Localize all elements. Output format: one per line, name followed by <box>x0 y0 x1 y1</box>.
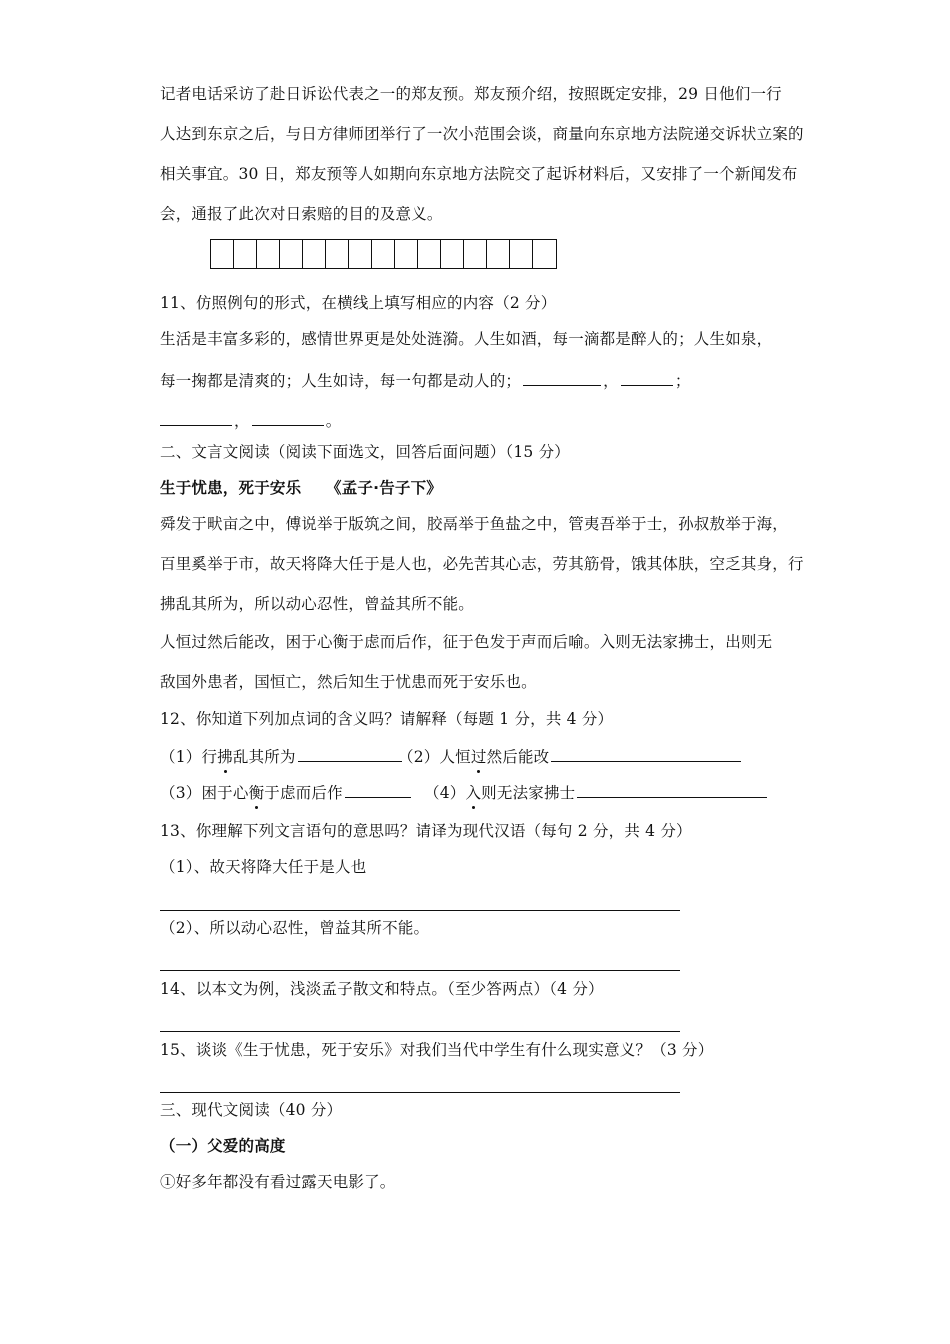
q11-line-1: 生活是丰富多彩的，感情世界更是处处涟漪。人生如酒，每一滴都是醉人的；人生如泉， <box>160 330 773 348</box>
q12-blank-1[interactable] <box>298 745 402 762</box>
q11-blank-4[interactable] <box>252 409 324 426</box>
q12-item-2 <box>398 745 743 767</box>
grid-cell[interactable] <box>303 240 326 268</box>
q12-item-2-pre: （2）人恒 <box>398 748 471 766</box>
q11-line-2-text: 每一掬都是清爽的；人生如诗，每一句都是动人的； <box>160 372 522 390</box>
grid-cell[interactable] <box>441 240 464 268</box>
q12-item-1-dotted-word: 拂 <box>217 748 233 766</box>
classical-text-source: 《孟子·告子下》 <box>326 479 442 497</box>
passage-line-1: 记者电话采访了赴日诉讼代表之一的郑友预。郑友预介绍，按照既定安排，29 日他们一行 <box>160 85 782 103</box>
q13-sentence-1: （1）、故天将降大任于是人也 <box>160 858 367 876</box>
section3-heading: 三、现代文阅读（40 分） <box>160 1101 343 1119</box>
q11-blank-3[interactable] <box>160 409 232 426</box>
q13-title: 13、你理解下列文言语句的意思吗？请译为现代汉语（每句 2 分，共 4 分） <box>160 822 692 840</box>
grid-cell[interactable] <box>326 240 349 268</box>
passage-line-2: 人达到东京之后，与日方律师团举行了一次小范围会谈，商量向东京地方法院递交诉状立案的 <box>160 125 804 143</box>
section3-paragraph-1: ①好多年都没有看过露天电影了。 <box>160 1173 396 1191</box>
q11-line-2 <box>160 369 691 391</box>
q11-title: 11、仿照例句的形式，在横线上填写相应的内容（2 分） <box>160 294 557 312</box>
q12-item-3 <box>160 781 413 803</box>
q12-item-3-pre: （3）困于心 <box>160 784 249 802</box>
q11-comma-2: ， <box>234 412 250 430</box>
grid-cell[interactable] <box>464 240 487 268</box>
q12-item-1-post: 乱其所为 <box>232 748 296 766</box>
section2-heading: 二、文言文阅读（阅读下面选文，回答后面问题）（15 分） <box>160 443 571 461</box>
q11-comma: ， <box>603 372 619 390</box>
q12-item-1-pre: （1）行 <box>160 748 218 766</box>
grid-cell[interactable] <box>487 240 510 268</box>
q12-item-4-post: 则无法家拂士 <box>481 784 576 802</box>
passage-line-4: 会，通报了此次对日索赔的目的及意义。 <box>160 205 443 223</box>
q11-line-3 <box>160 409 341 431</box>
q12-item-2-post: 然后能改 <box>486 748 550 766</box>
classical-text-title: 生于忧患，死于安乐 <box>160 479 302 497</box>
q12-item-3-post: 于虑而后作 <box>264 784 343 802</box>
grid-cell[interactable] <box>395 240 418 268</box>
q12-blank-3[interactable] <box>345 781 411 798</box>
q11-blank-1[interactable] <box>523 369 601 386</box>
q13-sentence-2: （2）、所以动心忍性，曾益其所不能。 <box>160 919 430 937</box>
q12-blank-2[interactable] <box>551 745 741 762</box>
grid-cell[interactable] <box>533 240 556 268</box>
classical-p1-line-3: 拂乱其所为，所以动心忍性，曾益其所不能。 <box>160 595 475 613</box>
grid-cell[interactable] <box>349 240 372 268</box>
q12-item-4-dotted-word: 入 <box>465 784 482 802</box>
grid-cell[interactable] <box>211 240 234 268</box>
grid-cell[interactable] <box>372 240 395 268</box>
classical-p2-line-2: 敌国外患者，国恒亡，然后知生于忧患而死于安乐也。 <box>160 673 537 691</box>
q12-item-4 <box>424 781 769 803</box>
q12-item-2-dotted-word: 过 <box>470 748 487 766</box>
q12-title: 12、你知道下列加点词的含义吗？请解释（每题 1 分，共 4 分） <box>160 710 614 728</box>
passage-line-3: 相关事宜。30 日，郑友预等人如期向东京地方法院交了起诉材料后，又安排了一个新闻发布 <box>160 165 798 183</box>
q11-semicolon: ； <box>674 372 691 390</box>
classical-p1-line-2: 百里奚举于市，故天将降大任于是人也，必先苦其心志，劳其筋骨，饿其体肤，空乏其身，行 <box>160 555 804 573</box>
grid-cell[interactable] <box>257 240 280 268</box>
q11-blank-2[interactable] <box>621 369 673 386</box>
q12-blank-4[interactable] <box>577 781 767 798</box>
grid-cell[interactable] <box>280 240 303 268</box>
classical-p2-line-1: 人恒过然后能改，困于心衡于虑而后作，征于色发于声而后喻。入则无法家拂士，出则无 <box>160 633 773 651</box>
q12-item-1 <box>160 745 404 767</box>
q13-answer-line-2[interactable] <box>160 970 680 971</box>
q14-answer-line[interactable] <box>160 1031 680 1032</box>
grid-cell[interactable] <box>418 240 441 268</box>
q12-item-4-pre: （4） <box>424 784 466 802</box>
grid-cell[interactable] <box>510 240 533 268</box>
q15-answer-line[interactable] <box>160 1092 680 1093</box>
classical-p1-line-1: 舜发于畎亩之中，傅说举于版筑之间，胶鬲举于鱼盐之中，管夷吾举于士，孙叔敖举于海， <box>160 515 789 533</box>
q15-title: 15、谈谈《生于忧患，死于安乐》对我们当代中学生有什么现实意义？（3 分） <box>160 1041 714 1059</box>
q12-item-3-dotted-word: 衡 <box>248 784 265 802</box>
q14-title: 14、以本文为例，浅淡孟子散文和特点。（至少答两点）（4 分） <box>160 980 604 998</box>
q13-answer-line-1[interactable] <box>160 910 680 911</box>
grid-cell[interactable] <box>234 240 257 268</box>
q11-period: 。 <box>325 412 342 430</box>
answer-grid[interactable] <box>210 239 557 269</box>
section3-subtitle: （一）父爱的高度 <box>160 1137 286 1155</box>
